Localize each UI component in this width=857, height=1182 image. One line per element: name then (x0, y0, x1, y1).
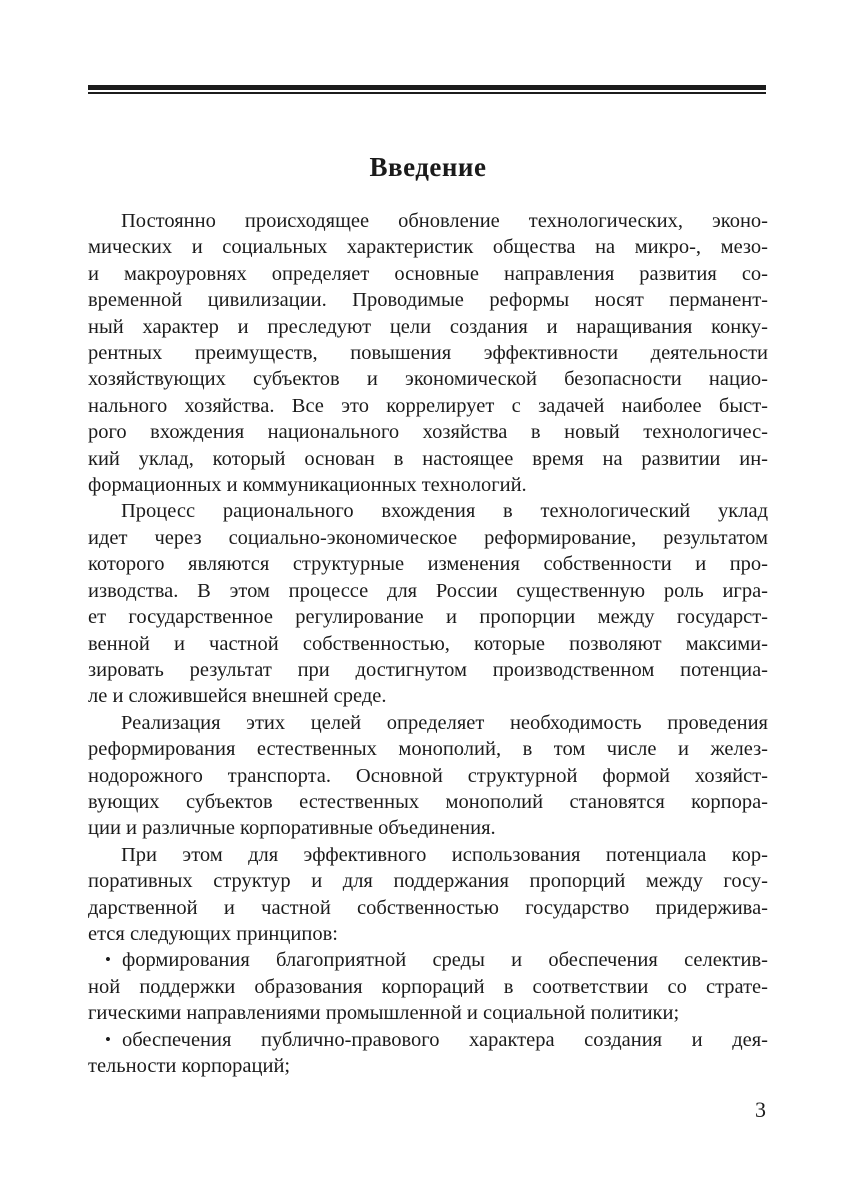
bullet-paragraph (88, 947, 768, 1026)
text-line: мических и социальных характеристик общества на микро-, мезо- (88, 236, 768, 259)
bullet-icon: • (105, 1029, 111, 1049)
text-line: венной и частной собственностью, которые позволяют максими- (88, 632, 768, 655)
chapter-title: Введение (369, 152, 487, 182)
text-line: изводства. В этом процессе для России существенную роль игра- (88, 579, 768, 602)
text-line: зировать результат при достигнутом производственном потенциа- (88, 658, 768, 681)
text-line: поративных структур и для поддержания пропорций между госу- (88, 870, 768, 893)
text-line: гическими направлениями промышленной и социальной политики; (88, 1002, 680, 1025)
text-line: которого являются структурные изменения собственности и про- (88, 553, 768, 576)
text-line: Реализация этих целей определяет необходимость проведения (121, 711, 768, 734)
page-number: 3 (755, 1097, 766, 1122)
text-line: тельности корпораций; (88, 1055, 291, 1077)
paragraph (88, 842, 768, 948)
text-line: формационных и коммуникационных технологий. (88, 474, 527, 497)
text-line: ный характер и преследуют цели создания и наращивания конку- (88, 315, 768, 338)
bullet-paragraph (88, 1027, 768, 1080)
text-line: временной цивилизации. Проводимые реформы носят перманент- (88, 289, 768, 312)
text-line: кий уклад, который основан в настоящее время на развитии ин- (88, 447, 768, 470)
text-line: хозяйствующих субъектов и экономической безопасности нацио- (88, 368, 768, 391)
text-line: реформирования естественных монополий, в том числе и желез- (88, 738, 768, 761)
text-line: и макроуровнях определяет основные направления развития со- (88, 262, 768, 285)
text-line: Постоянно происходящее обновление технологических, эконо- (121, 210, 768, 232)
text-line: ется следующих принципов: (88, 922, 338, 945)
text-line: ции и различные корпоративные объединения. (88, 817, 496, 840)
paragraph (88, 208, 768, 498)
text-line: рентных преимуществ, повышения эффективности деятельности (88, 342, 768, 365)
text-line: ле и сложившейся внешней среде. (88, 685, 387, 708)
text-line: • формирования благоприятной среды и обеспечения селектив- (105, 949, 768, 972)
text-line: вующих субъектов естественных монополий становятся корпора- (88, 790, 768, 813)
text-line: нодорожного транспорта. Основной структурной формой хозяйст- (88, 764, 768, 787)
header-double-rule (88, 85, 766, 94)
paragraph (88, 498, 768, 709)
text-line: ет государственное регулирование и пропорции между государст- (88, 606, 768, 629)
paragraph (88, 710, 768, 842)
text-line: идет через социально-экономическое реформирование, результатом (88, 526, 768, 549)
body-text (88, 208, 768, 1079)
text-line: • обеспечения публично-правового характера создания и дея- (105, 1028, 768, 1051)
text-line: ной поддержки образования корпораций в соответствии со страте- (88, 975, 768, 998)
text-line: рого вхождения национального хозяйства в новый технологичес- (88, 421, 768, 444)
bullet-icon: • (105, 950, 111, 970)
text-line: При этом для эффективного использования потенциала кор- (121, 843, 768, 866)
text-line: нального хозяйства. Все это коррелирует с задачей наиболее быст- (88, 394, 768, 417)
text-line: дарственной и частной собственностью государство придержива- (88, 896, 768, 919)
text-line: Процесс рационального вхождения в технологический уклад (121, 500, 768, 523)
